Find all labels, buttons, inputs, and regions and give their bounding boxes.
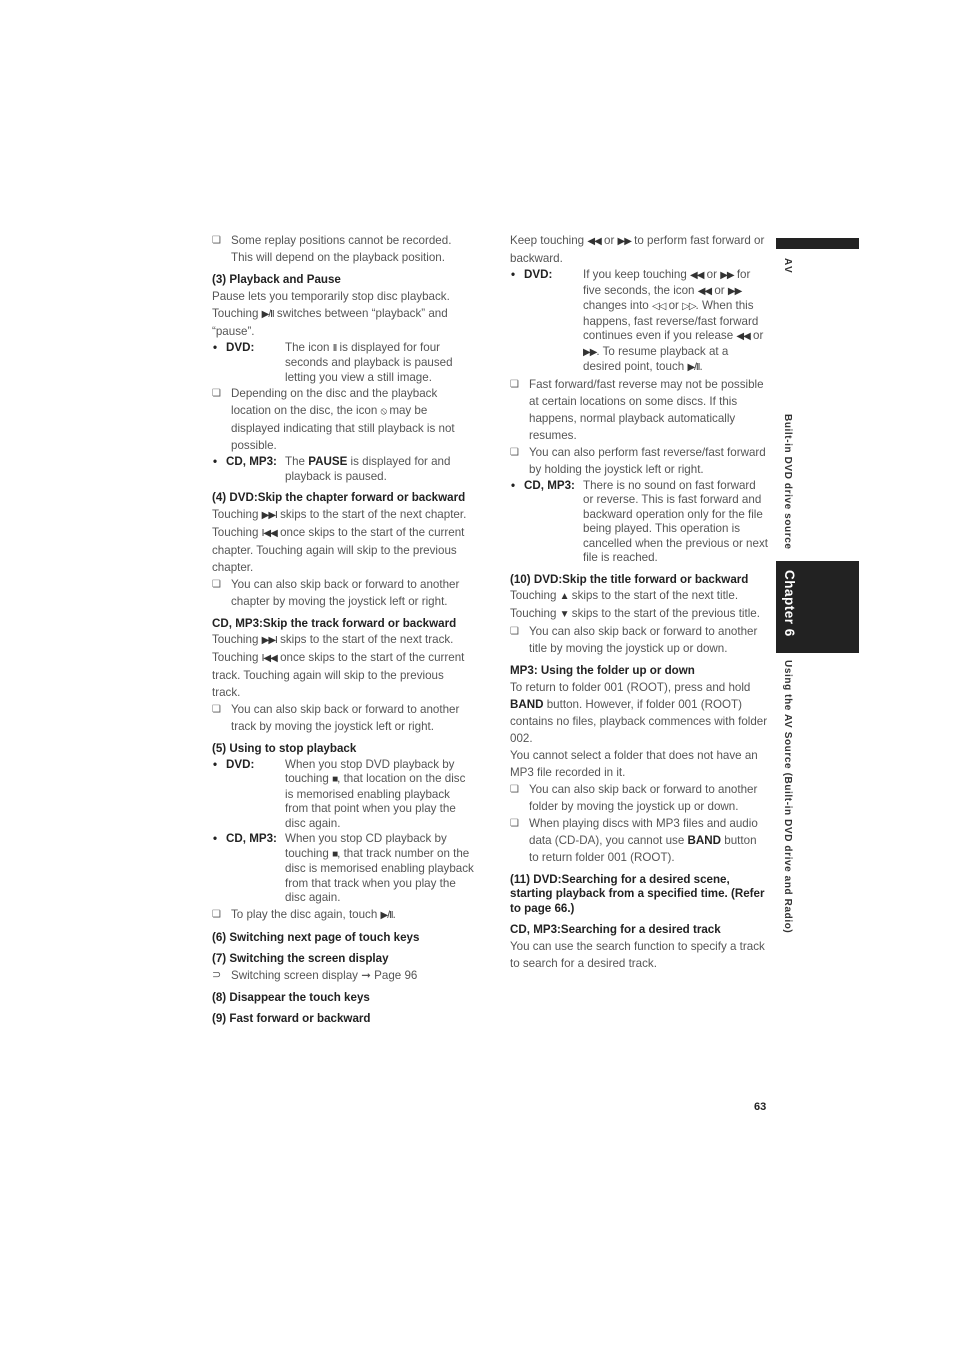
heading-search-dvd: (11) DVD:Searching for a desired scene, starting playback from a specified time. (Refer to page 66.) (510, 872, 765, 915)
heading-disappear: (8) Disappear the touch keys (212, 990, 370, 1004)
next-icon: ▶▶I (261, 509, 277, 521)
track-note: ❏ You can also skip back or forward to another track by moving the joystick left or right. (212, 701, 474, 735)
title-note: ❏ You can also skip back or forward to another title by moving the joystick up or down. (510, 623, 768, 657)
folder-paragraph-2: You cannot select a folder that does not have an MP3 file recorded in it. (510, 748, 758, 779)
sidebar-section-title: Built-in DVD drive source (782, 414, 793, 550)
previous-icon: I◀◀ (261, 653, 277, 664)
stop-icon: ■ (332, 774, 338, 785)
fast-note-1: ❏ Fast forward/fast reverse may not be possible at certain locations on some discs. If this happens, normal playback automatically resumes. (510, 376, 768, 444)
heading-screen-display: (7) Switching the screen display (212, 952, 389, 965)
fast-forward-icon: ▶▶ (727, 285, 742, 297)
fast-forward-icon: ▶▶ (617, 236, 631, 247)
pause-cd-item: • CD, MP3: The PAUSE is displayed for and playback is paused. (212, 455, 474, 484)
fast-forward-icon: ▶▶ (720, 270, 734, 281)
stop-dvd-item: • DVD: When you stop DVD playback by touching ■, that location on the disc is memorised enabling playback from that point when you play the disc again. (212, 758, 474, 832)
prohibited-icon: ⦸ (380, 406, 387, 417)
fast-dvd-item: • DVD: If you keep touching ◀◀ or ▶▶ for five seconds, the icon ◀◀ or ▶▶ changes into ◁◁ or ▷▷. When this happens, fast reverse/fast forward continues even if you release ◀◀ or ▶▶. To resume playback at a desired point, touch ▶/II. (510, 268, 768, 376)
rewind-icon: ◀◀ (697, 285, 712, 297)
heading-skip-title: (10) DVD:Skip the title forward or backward (510, 572, 749, 586)
heading-next-page: (6) Switching next page of touch keys (212, 930, 420, 944)
page-number: 63 (754, 1101, 767, 1113)
stop-icon: ■ (332, 848, 338, 860)
chapter-label: Chapter 6 (782, 570, 797, 637)
heading-stop: (5) Using to stop playback (212, 742, 357, 755)
play-pause-icon: ▶/II (380, 909, 393, 921)
left-column (212, 232, 474, 1027)
right-column (510, 232, 768, 972)
heading-search-cd: CD, MP3:Searching for a desired track (510, 923, 721, 936)
folder-note-1: ❏ You can also skip back or forward to another folder by moving the joystick up or down. (510, 781, 768, 815)
note-replay: ❏ Some replay positions cannot be recorded. This will depend on the playback position. (212, 232, 474, 266)
track-paragraph: Touching ▶▶I skips to the start of the next track. Touching I◀◀ once skips to the start of the current track. Touching again will skip to the previous track. (212, 633, 465, 699)
sidebar-top-bar (776, 238, 859, 249)
up-icon: ▲ (559, 591, 569, 602)
fast-forward-outline-icon: ▷▷ (682, 301, 696, 312)
pause-paragraph: Pause lets you temporarily stop disc playback. Touching ▶/II switches between “playback” and “pause”. (212, 289, 450, 338)
stop-cd-item: • CD, MP3: When you stop CD playback by touching ■, that track number on the disc is memorised enabling playback from that track when you play the disc again. (212, 832, 474, 906)
play-pause-icon: ▶/II (687, 362, 700, 373)
down-icon: ▼ (559, 609, 569, 620)
display-xref: ⊃ Switching screen display ➞ Page 96 (212, 967, 474, 984)
heading-folder: MP3: Using the folder up or down (510, 664, 695, 677)
heading-playback-pause: (3) Playback and Pause (212, 273, 341, 286)
title-paragraph: Touching ▲ skips to the start of the next title. Touching ▼ skips to the start of the previous title. (510, 589, 760, 620)
fast-cd-item: • CD, MP3: There is no sound on fast forward or reverse. This is fast forward and backward operation only for the file being played. This operation is cancelled when the previous or next file is reached. (510, 479, 768, 566)
rewind-icon: ◀◀ (736, 331, 750, 342)
heading-fast-forward: (9) Fast forward or backward (212, 1012, 371, 1025)
fast-paragraph: Keep touching ◀◀ or ▶▶ to perform fast forward or backward. (510, 234, 765, 265)
rewind-icon: ◀◀ (690, 270, 704, 281)
stop-note: ❏ To play the disc again, touch ▶/II. (212, 906, 474, 924)
folder-note-2: ❏ When playing discs with MP3 files and audio data (CD-DA), you cannot use BAND button to return folder 001 (ROOT). (510, 815, 768, 866)
pause-icon: II (332, 342, 337, 354)
next-icon: ▶▶I (261, 635, 277, 646)
previous-icon: I◀◀ (261, 527, 277, 539)
search-cd-paragraph: You can use the search function to specify a track to search for a desired track. (510, 939, 765, 970)
pause-dvd-item: • DVD: The icon II is displayed for four seconds and playback is paused letting you view a still image. (212, 341, 474, 386)
fast-forward-icon: ▶▶ (583, 346, 597, 358)
chapter-paragraph: Touching ▶▶I skips to the start of the next chapter. Touching I◀◀ once skips to the start of the current chapter. Touching again will skip to the previous chapter. (212, 507, 467, 574)
arrow-icon: ➞ (361, 968, 371, 982)
rewind-icon: ◀◀ (587, 236, 601, 247)
band-word: BAND (687, 833, 722, 847)
band-word: BAND (510, 697, 544, 711)
pause-note: ❏ Depending on the disc and the playback location on the disc, the icon ⦸ may be displayed indicating that still playback is not possible. (212, 385, 474, 454)
rewind-outline-icon: ◁◁ (651, 301, 666, 312)
play-pause-icon: ▶/II (261, 308, 274, 320)
sidebar-section-label: AV (782, 258, 793, 275)
fast-note-2: ❏ You can also perform fast reverse/fast forward by holding the joystick left or right. (510, 444, 768, 478)
chapter-note: ❏ You can also skip back or forward to another chapter by moving the joystick left or right. (212, 576, 474, 610)
heading-skip-track: CD, MP3:Skip the track forward or backward (212, 616, 457, 630)
chapter-title: Using the AV Source (Built-in DVD drive and Radio) (782, 660, 793, 934)
folder-paragraph-1: To return to folder 001 (ROOT), press and hold BAND button. However, if folder 001 (ROOT) contains no files, playback commences with folder 002. (510, 680, 768, 745)
pause-word: PAUSE (308, 455, 348, 468)
heading-skip-chapter: (4) DVD:Skip the chapter forward or backward (212, 491, 466, 504)
